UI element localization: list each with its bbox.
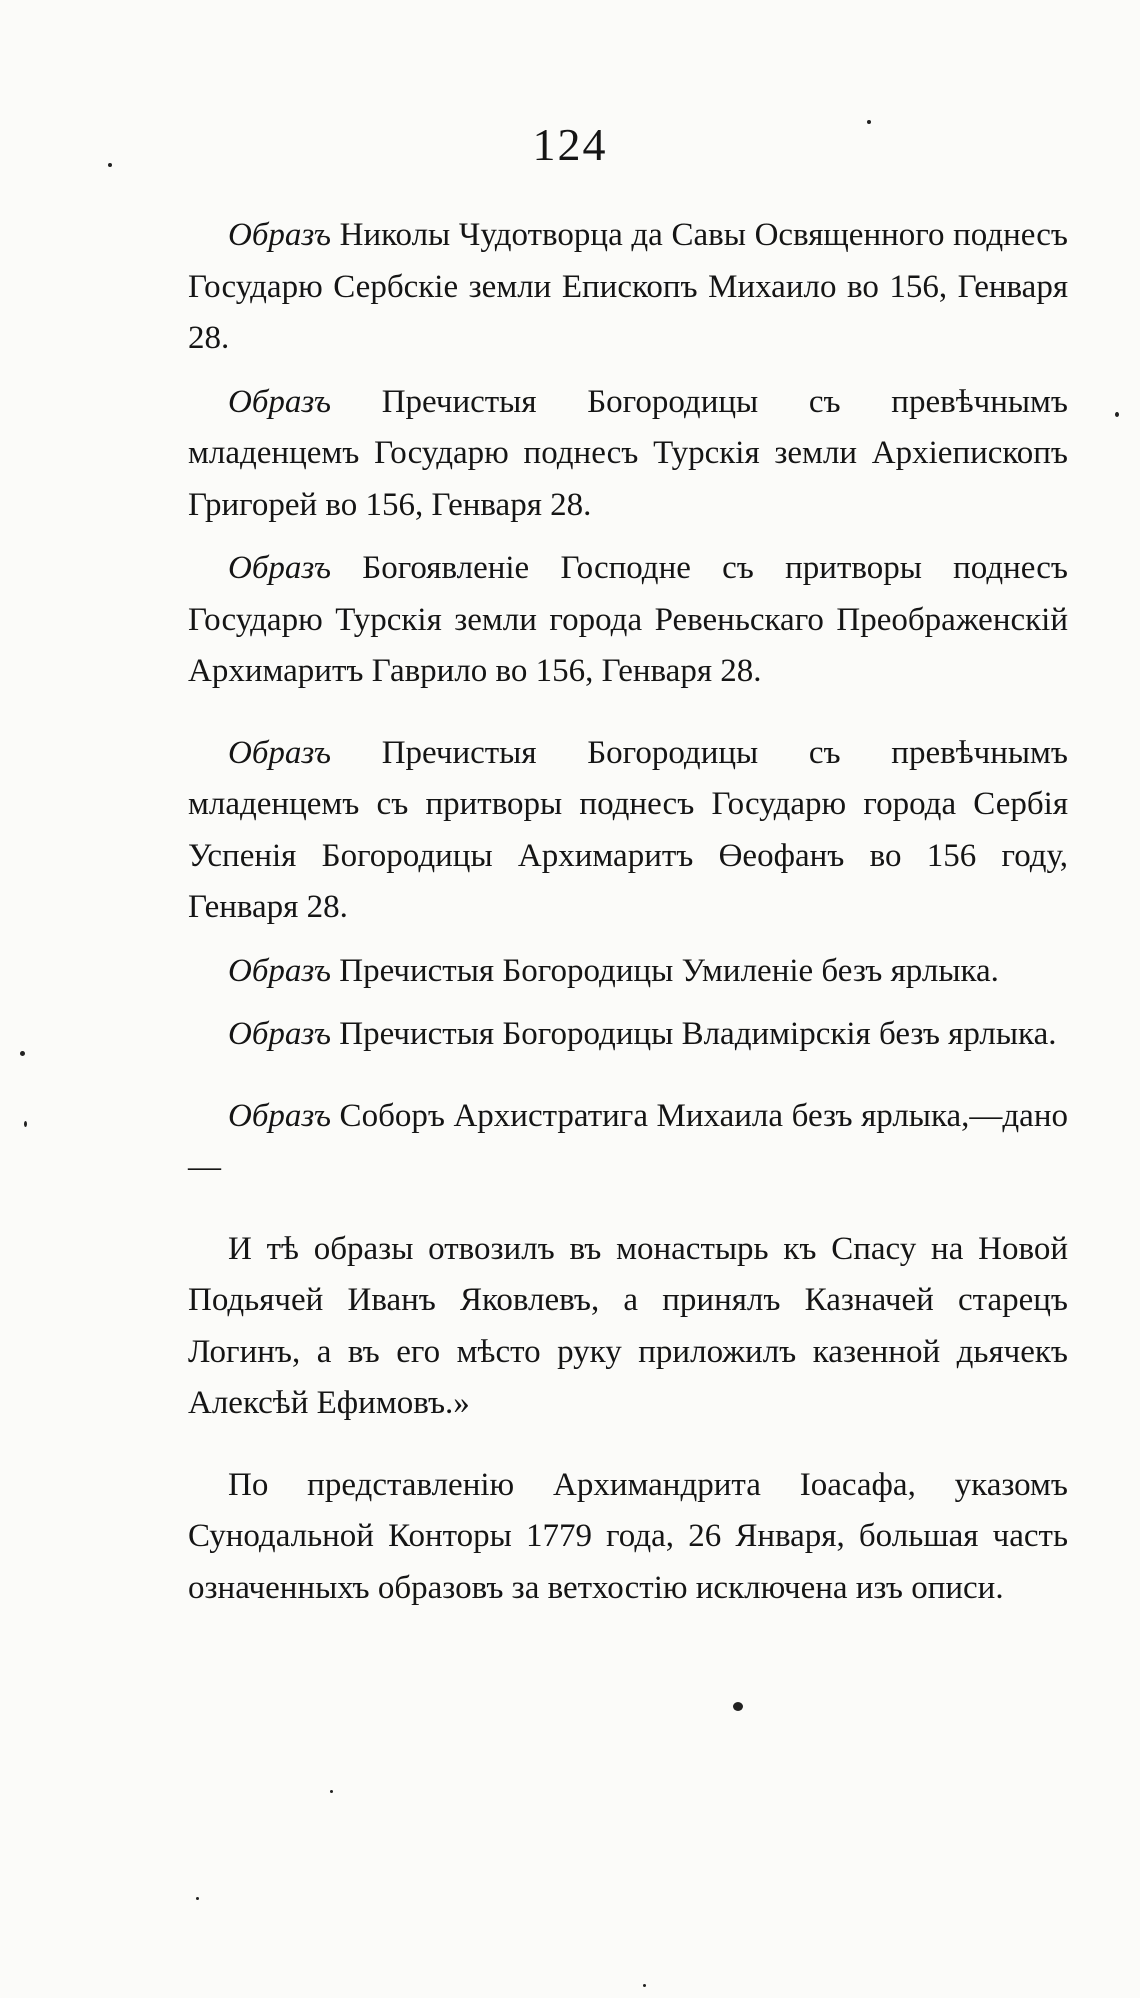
paragraph: [188, 1224, 1068, 1430]
paragraph-text: По представленію Архимандрита Іоасафа, указомъ Сунодальной Конторы 1779 года, 26 Января, большая часть означенныхъ образовъ за ветхостію исключена изъ описи.: [188, 1466, 1068, 1606]
paragraph-text: И тѣ образы отвозилъ въ монастырь къ Спасу на Новой Подьячей Иванъ Яковлевъ, а принялъ Казначей старецъ Логинъ, а въ его мѣсто руку приложилъ казенной дьячекъ Алексѣй Ефимовъ.»: [188, 1230, 1068, 1421]
paragraph-lead: Образъ: [228, 952, 331, 989]
paragraph-lead: Образъ: [228, 383, 331, 420]
page-text: [188, 210, 1068, 1626]
scan-speck: [1115, 412, 1119, 417]
scan-speck: [733, 1702, 743, 1711]
paragraph-text: Пречистыя Богородицы Владимірскія безъ ярлыка.: [331, 1016, 1057, 1052]
paragraph: [188, 946, 1068, 998]
paragraph-text: Пречистыя Богородицы Умиленіе безъ ярлыка.: [331, 952, 999, 989]
paragraph-text: Богоявленіе Господне съ притворы поднесъ Государю Турскія земли города Ревеньскаго Преображенскій Архимаритъ Гаврило во 156, Генваря 28.: [188, 550, 1068, 689]
paragraph-text: Пречистыя Богородицы съ превѣчнымъ младенцемъ Государю поднесъ Турскія земли Архіепископъ Григорей во 156, Генваря 28.: [188, 383, 1068, 523]
scan-speck: [196, 1897, 199, 1900]
paragraph: [188, 210, 1068, 365]
scan-speck: [867, 120, 871, 124]
scan-speck: [20, 1051, 25, 1056]
scan-speck: [24, 1121, 27, 1127]
scan-speck: [330, 1790, 333, 1793]
paragraph: [188, 1009, 1068, 1061]
paragraph-lead: Образъ: [228, 217, 331, 253]
paragraph: [188, 543, 1068, 698]
paragraph-text: Соборъ Архистратига Михаила безъ ярлыка,—дано—: [188, 1097, 1068, 1185]
paragraph-text: Пречистыя Богородицы съ превѣчнымъ младенцемъ съ притворы поднесъ Государю города Сербія Успенія Богородицы Архимаритъ Өеофанъ во 156 году, Генваря 28.: [188, 734, 1068, 925]
paragraph: [188, 377, 1068, 532]
scan-speck: [643, 1984, 646, 1987]
paragraph-text: Николы Чудотворца да Савы Освященного поднесъ Государю Сербскіе земли Епископъ Михаило во 156, Генваря 28.: [188, 217, 1068, 356]
paragraph: [188, 728, 1068, 934]
paragraph: [188, 1091, 1068, 1194]
paragraph-lead: Образъ: [228, 1097, 331, 1134]
paragraph-lead: Образъ: [228, 734, 331, 771]
paragraph: [188, 1460, 1068, 1615]
paragraph-lead: Образъ: [228, 1016, 331, 1052]
page-number: 124: [532, 119, 608, 170]
scan-speck: [108, 163, 112, 167]
paragraph-lead: Образъ: [228, 550, 331, 586]
